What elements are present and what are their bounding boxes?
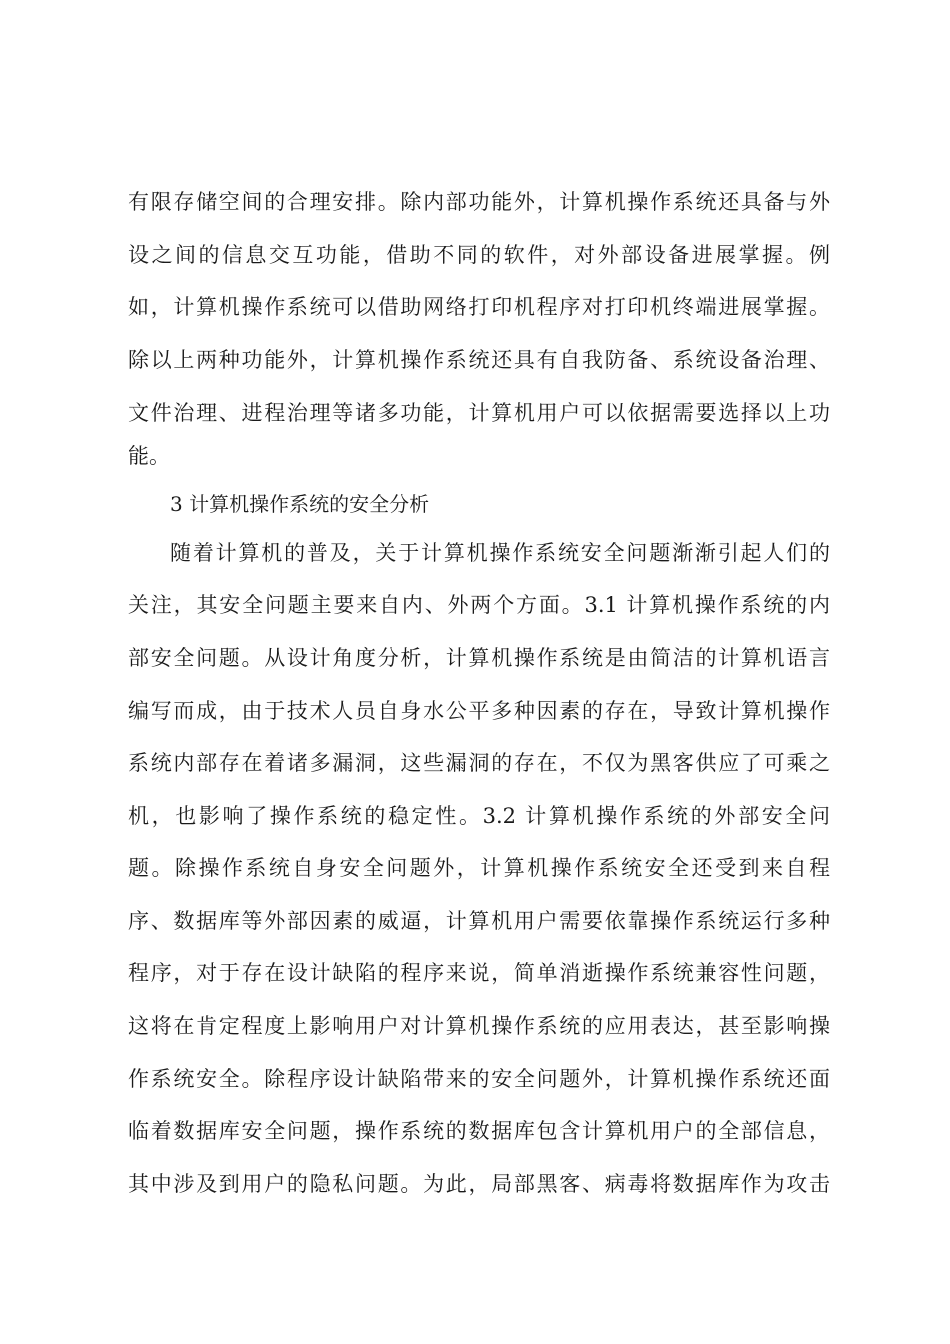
paragraph-line: 序、数据库等外部因素的威逼，计算机用户需要依靠操作系统运行多种 [128,909,830,933]
paragraph-line: 文件治理、进程治理等诸多功能，计算机用户可以依据需要选择以上功 [128,401,830,425]
paragraph-line: 编写而成，由于技术人员自身水公平多种因素的存在，导致计算机操作 [128,699,830,723]
paragraph-line: 关注，其安全问题主要来自内、外两个方面。3.1 计算机操作系统的内 [128,593,830,617]
paragraph-line: 临着数据库安全问题，操作系统的数据库包含计算机用户的全部信息， [128,1119,830,1143]
paragraph-line: 随着计算机的普及，关于计算机操作系统安全问题渐渐引起人们的 [170,541,830,565]
paragraph-line: 机，也影响了操作系统的稳定性。3.2 计算机操作系统的外部安全问 [128,804,830,828]
paragraph-line: 作系统安全。除程序设计缺陷带来的安全问题外，计算机操作系统还面 [128,1067,830,1091]
paragraph-line: 设之间的信息交互功能，借助不同的软件，对外部设备进展掌握。例 [128,243,830,267]
paragraph-line: 能。 [128,444,170,468]
paragraph-line: 这将在肯定程度上影响用户对计算机操作系统的应用表达，甚至影响操 [128,1014,830,1038]
paragraph-line: 如，计算机操作系统可以借助网络打印机程序对打印机终端进展掌握。 [128,295,830,319]
paragraph-line: 部安全问题。从设计角度分析，计算机操作系统是由简洁的计算机语言 [128,646,830,670]
paragraph-line: 程序，对于存在设计缺陷的程序来说，简单消逝操作系统兼容性问题， [128,961,830,985]
section-heading: 3 计算机操作系统的安全分析 [170,492,430,516]
paragraph-line: 系统内部存在着诸多漏洞，这些漏洞的存在，不仅为黑客供应了可乘之 [128,751,830,775]
paragraph-line: 其中涉及到用户的隐私问题。为此，局部黑客、病毒将数据库作为攻击 [128,1172,830,1196]
paragraph-line: 题。除操作系统自身安全问题外，计算机操作系统安全还受到来自程 [128,856,830,880]
paragraph-line: 有限存储空间的合理安排。除内部功能外，计算机操作系统还具备与外 [128,190,830,214]
paragraph-line: 除以上两种功能外，计算机操作系统还具有自我防备、系统设备治理、 [128,348,830,372]
